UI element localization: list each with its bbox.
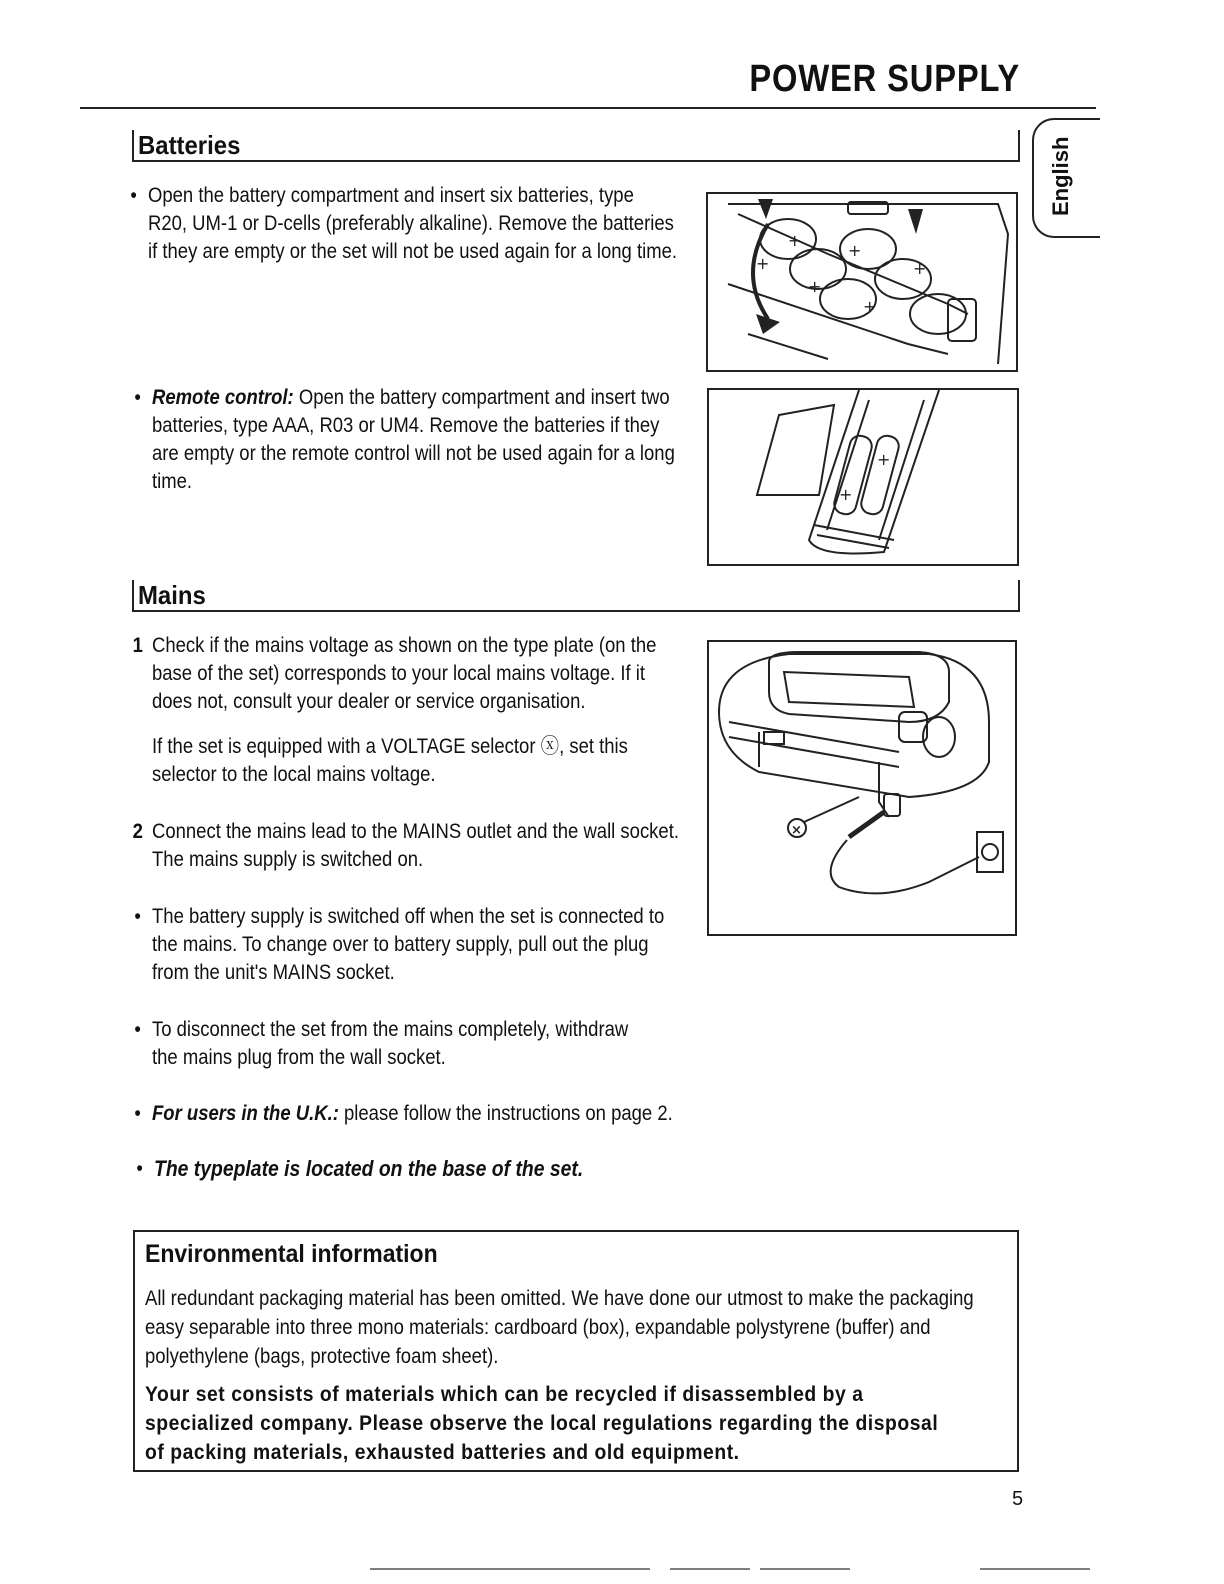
header-rule bbox=[80, 107, 1096, 109]
svg-text:+: + bbox=[877, 450, 891, 469]
mains-section-bar bbox=[132, 580, 1020, 612]
text-line: specialized company. Please observe the local regulations regarding the disposal bbox=[145, 1412, 939, 1435]
text-line: polyethylene (bags, protective foam sheet). bbox=[145, 1345, 499, 1368]
bullet-icon: • bbox=[134, 905, 141, 928]
typeplate-note: The typeplate is located on the base of the set. bbox=[154, 1156, 584, 1181]
bullet-icon: • bbox=[134, 1102, 141, 1125]
remote-control-illustration bbox=[707, 388, 1019, 566]
environmental-heading: Environmental information bbox=[145, 1240, 438, 1268]
text-line: Check if the mains voltage as shown on the type plate (on the bbox=[152, 634, 657, 657]
battery-compartment-illustration bbox=[706, 192, 1018, 372]
text-line: please follow the instructions on page 2. bbox=[338, 1102, 673, 1125]
bullet-icon: • bbox=[130, 184, 137, 207]
disconnect-paragraph bbox=[134, 1016, 698, 1072]
batteries-heading: Batteries bbox=[138, 130, 241, 160]
text-line: If the set is equipped with a VOLTAGE selector ⓧ, set this bbox=[152, 735, 628, 758]
environmental-body bbox=[145, 1284, 990, 1371]
text-line: the mains plug from the wall socket. bbox=[152, 1046, 446, 1069]
text-line: R20, UM-1 or D-cells (preferably alkaline). Remove the batteries bbox=[148, 212, 674, 235]
uk-users-paragraph bbox=[134, 1100, 750, 1128]
uk-users-label: For users in the U.K.: bbox=[152, 1102, 339, 1125]
text-line: batteries, type AAA, R03 or UM4. Remove the batteries if they bbox=[152, 414, 660, 437]
language-tab-label: English bbox=[1048, 136, 1073, 216]
text-line: All redundant packaging material has been omitted. We have done our utmost to make the packaging bbox=[145, 1287, 974, 1310]
page-title: POWER SUPPLY bbox=[749, 58, 1020, 100]
bullet-icon: • bbox=[136, 1157, 143, 1180]
text-line: The mains supply is switched on. bbox=[152, 848, 424, 871]
svg-text:+: + bbox=[848, 241, 862, 260]
text-line: from the unit's MAINS socket. bbox=[152, 961, 395, 984]
svg-text:+: + bbox=[788, 231, 802, 250]
language-tab bbox=[1032, 118, 1100, 238]
batteries-section-bar bbox=[132, 130, 1020, 162]
page-number: 5 bbox=[1012, 1488, 1024, 1510]
step-number: 1 bbox=[132, 634, 143, 657]
text-line: of packing materials, exhausted batteries and old equipment. bbox=[145, 1441, 740, 1464]
text-line: does not, consult your dealer or service organisation. bbox=[152, 690, 586, 713]
environmental-information-box bbox=[133, 1230, 1019, 1472]
svg-text:+: + bbox=[863, 297, 877, 316]
text-line: Connect the mains lead to the MAINS outlet and the wall socket. bbox=[152, 820, 679, 843]
scan-artifact-line bbox=[90, 1566, 1090, 1572]
step-number: 2 bbox=[132, 820, 143, 843]
text-line: time. bbox=[152, 470, 193, 493]
mains-step-1-note bbox=[152, 733, 698, 789]
text-line: the mains. To change over to battery supply, pull out the plug bbox=[152, 933, 649, 956]
mains-step-2 bbox=[132, 818, 698, 874]
typeplate-paragraph bbox=[136, 1155, 770, 1183]
text-line: easy separable into three mono materials: cardboard (box), expandable polystyrene (buffer) and bbox=[145, 1316, 931, 1339]
text-line: Your set consists of materials which can be recycled if disassembled by a bbox=[145, 1383, 864, 1406]
bullet-icon: • bbox=[134, 386, 141, 409]
mains-heading: Mains bbox=[138, 580, 206, 610]
batteries-set-paragraph bbox=[130, 182, 694, 266]
battery-switch-off-paragraph bbox=[134, 903, 698, 987]
mains-connection-illustration bbox=[707, 640, 1017, 936]
svg-text:+: + bbox=[808, 277, 822, 296]
recycling-notice bbox=[145, 1380, 1010, 1467]
svg-text:×: × bbox=[791, 823, 802, 838]
svg-text:+: + bbox=[756, 254, 770, 273]
remote-control-label: Remote control: bbox=[152, 386, 294, 409]
text-line: selector to the local mains voltage. bbox=[152, 763, 436, 786]
svg-text:+: + bbox=[913, 259, 927, 278]
bullet-icon: • bbox=[134, 1018, 141, 1041]
text-line: To disconnect the set from the mains completely, withdraw bbox=[152, 1018, 629, 1041]
text-line: The battery supply is switched off when the set is connected to bbox=[152, 905, 665, 928]
text-line: base of the set) corresponds to your local mains voltage. If it bbox=[152, 662, 646, 685]
text-line: are empty or the remote control will not be used again for a long bbox=[152, 442, 675, 465]
mains-step-1 bbox=[132, 632, 698, 716]
svg-text:+: + bbox=[839, 485, 853, 504]
text-line: Open the battery compartment and insert two bbox=[293, 386, 670, 409]
text-line: if they are empty or the set will not be used again for a long time. bbox=[148, 240, 678, 263]
text-line: Open the battery compartment and insert six batteries, type bbox=[148, 184, 634, 207]
remote-control-paragraph bbox=[134, 384, 698, 496]
